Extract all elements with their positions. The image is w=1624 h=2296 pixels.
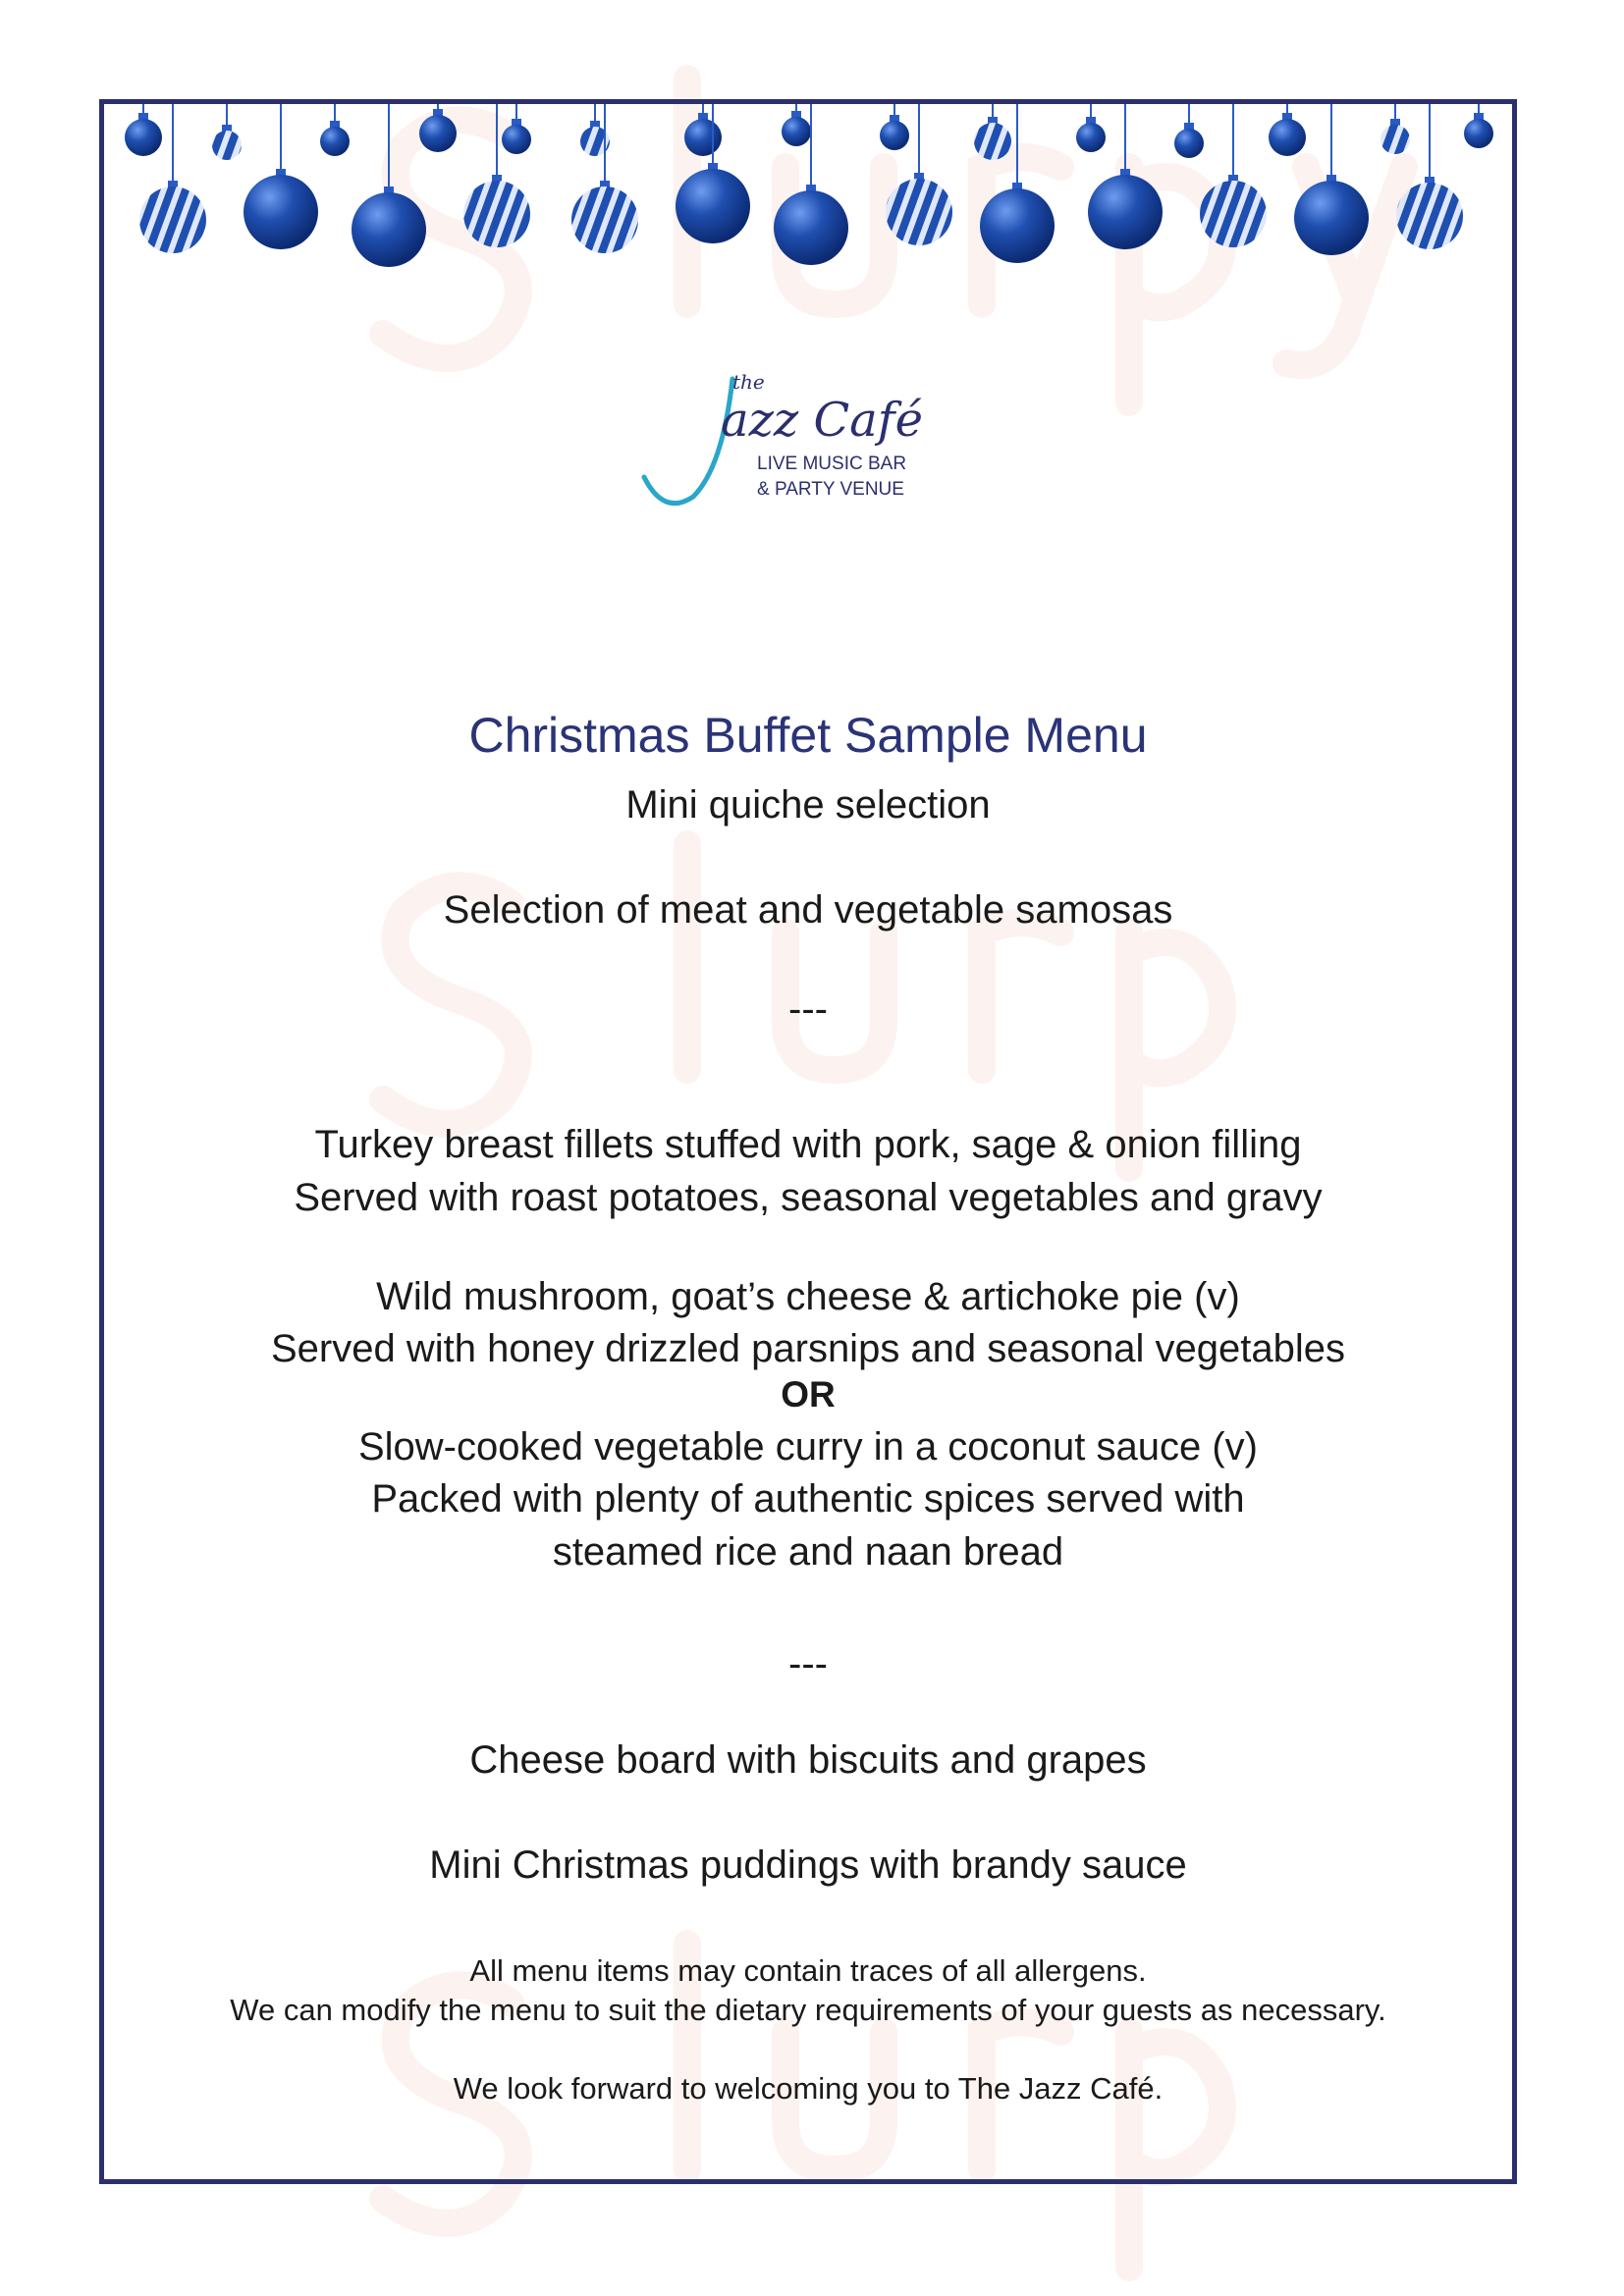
allergen-notice: All menu items may contain traces of all allergens. <box>469 1953 1147 1988</box>
dessert-item: Cheese board with biscuits and grapes <box>469 1738 1147 1782</box>
or-divider: OR <box>781 1374 836 1415</box>
logo-name-text: azz Café <box>721 393 923 448</box>
menu-frame <box>99 99 1517 2184</box>
logo-the-text: the <box>732 370 765 394</box>
jazz-cafe-logo <box>624 359 1037 516</box>
dessert-item: Mini Christmas puddings with brandy sauce <box>429 1843 1187 1887</box>
starter-item: Selection of meat and vegetable samosas <box>443 888 1173 932</box>
dietary-notice: We can modify the menu to suit the dietary requirements of your guests as necessary. <box>230 1993 1386 2027</box>
welcome-message: We look forward to welcoming you to The Jazz Café. <box>453 2071 1164 2106</box>
main-course-line: Served with honey drizzled parsnips and seasonal vegetables <box>270 1327 1345 1370</box>
menu-title: Christmas Buffet Sample Menu <box>468 708 1148 763</box>
main-course-line: steamed rice and naan bread <box>552 1530 1064 1574</box>
logo-tagline-1: LIVE MUSIC BAR <box>757 454 907 474</box>
starter-item: Mini quiche selection <box>625 783 991 827</box>
main-course-line: Turkey breast fillets stuffed with pork, sage & onion filling <box>314 1123 1302 1166</box>
logo-tagline-2: & PARTY VENUE <box>757 479 904 500</box>
christmas-baubles-decoration <box>104 104 1512 320</box>
main-course-line: Packed with plenty of authentic spices served with <box>371 1477 1245 1521</box>
main-course-line: Wild mushroom, goat’s cheese & artichoke pie (v) <box>376 1275 1240 1318</box>
main-course-line: Slow-cooked vegetable curry in a coconut sauce (v) <box>357 1425 1258 1468</box>
main-course-line: Served with roast potatoes, seasonal vegetables and gravy <box>294 1176 1323 1219</box>
section-separator: --- <box>788 1642 828 1685</box>
section-separator: --- <box>788 988 828 1031</box>
